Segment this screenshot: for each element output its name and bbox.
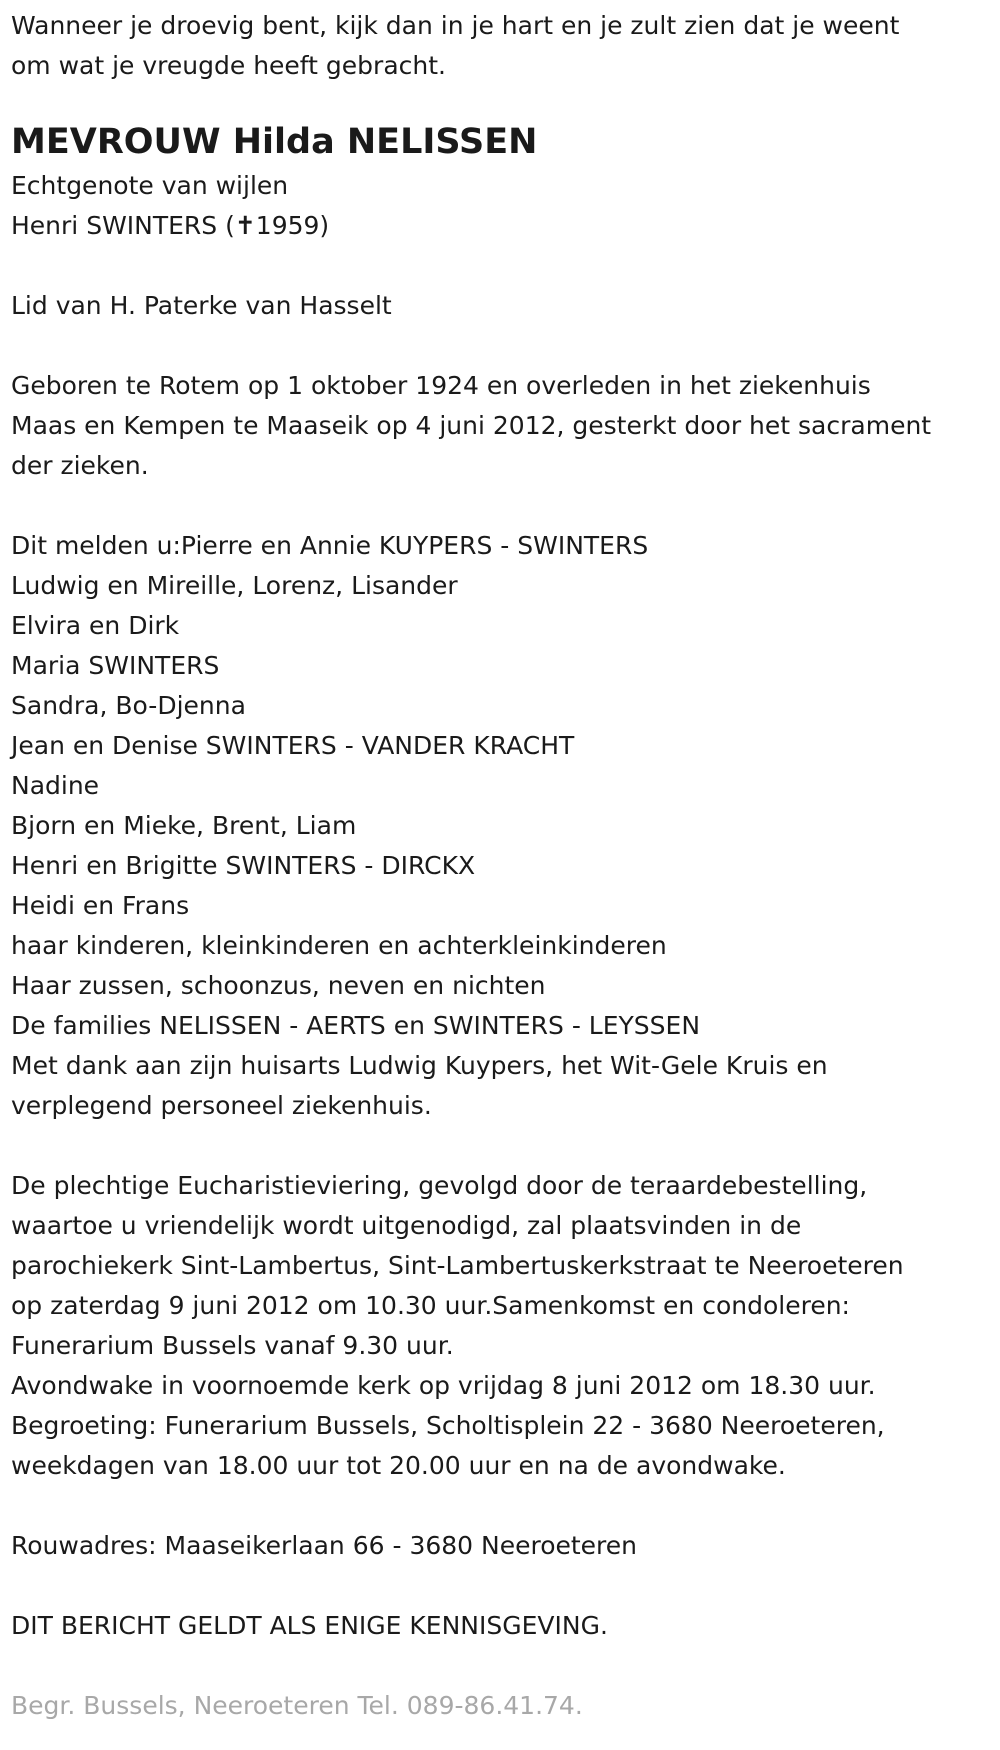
mourning-address: Rouwadres: Maaseikerlaan 66 - 3680 Neeroeteren	[11, 1531, 638, 1560]
ceremony-line: weekdagen van 18.00 uur tot 20.00 uur en na de avondwake.	[11, 1451, 786, 1480]
spacer	[11, 1566, 991, 1606]
spouse-info	[11, 166, 991, 246]
spacer	[11, 486, 991, 526]
family-line: Elvira en Dirk	[11, 611, 180, 640]
family-list	[11, 526, 991, 1126]
spouse-line: Henri SWINTERS (✝1959)	[11, 211, 330, 240]
intro-quote	[11, 6, 991, 86]
ceremony-info	[11, 1166, 991, 1486]
intro-line: Wanneer je droevig bent, kijk dan in je hart en je zult zien dat je weent	[11, 11, 900, 40]
family-line: De families NELISSEN - AERTS en SWINTERS - LEYSSEN	[11, 1011, 701, 1040]
family-line: Bjorn en Mieke, Brent, Liam	[11, 811, 357, 840]
ceremony-line: Funerarium Bussels vanaf 9.30 uur.	[11, 1331, 454, 1360]
family-line: Ludwig en Mireille, Lorenz, Lisander	[11, 571, 458, 600]
ceremony-line: Begroeting: Funerarium Bussels, Scholtisplein 22 - 3680 Neeroeteren,	[11, 1411, 885, 1440]
birth-death-line: der zieken.	[11, 451, 149, 480]
ceremony-line: op zaterdag 9 juni 2012 om 10.30 uur.Samenkomst en condoleren:	[11, 1291, 850, 1320]
family-line: Heidi en Frans	[11, 891, 190, 920]
family-line: Jean en Denise SWINTERS - VANDER KRACHT	[11, 731, 575, 760]
ceremony-line: De plechtige Eucharistieviering, gevolgd door de teraardebestelling,	[11, 1171, 868, 1200]
family-line: Nadine	[11, 771, 100, 800]
obituary-document	[11, 0, 991, 1726]
notice-line: DIT BERICHT GELDT ALS ENIGE KENNISGEVING.	[11, 1611, 608, 1640]
family-line: verplegend personeel ziekenhuis.	[11, 1091, 432, 1120]
intro-line: om wat je vreugde heeft gebracht.	[11, 51, 446, 80]
membership-line: Lid van H. Paterke van Hasselt	[11, 291, 392, 320]
ceremony-line: parochiekerk Sint-Lambertus, Sint-Lambertuskerkstraat te Neeroeteren	[11, 1251, 904, 1280]
ceremony-line: Avondwake in voornoemde kerk op vrijdag 8 juni 2012 om 18.30 uur.	[11, 1371, 876, 1400]
family-line: Haar zussen, schoonzus, neven en nichten	[11, 971, 546, 1000]
family-line: Dit melden u:Pierre en Annie KUYPERS - SWINTERS	[11, 531, 649, 560]
birth-death-line: Maas en Kempen te Maaseik op 4 juni 2012, gesterkt door het sacrament	[11, 411, 932, 440]
birth-death-info	[11, 366, 991, 486]
spacer	[11, 1646, 991, 1686]
spacer	[11, 326, 991, 366]
family-line: Maria SWINTERS	[11, 651, 220, 680]
spacer	[11, 1126, 991, 1166]
funeral-home-footer: Begr. Bussels, Neeroeteren Tel. 089-86.41.74.	[11, 1691, 583, 1720]
spacer	[11, 1486, 991, 1526]
ceremony-line: waartoe u vriendelijk wordt uitgenodigd, zal plaatsvinden in de	[11, 1211, 802, 1240]
deceased-name: MEVROUW Hilda NELISSEN	[11, 122, 538, 162]
family-line: Henri en Brigitte SWINTERS - DIRCKX	[11, 851, 476, 880]
family-line: haar kinderen, kleinkinderen en achterkleinkinderen	[11, 931, 667, 960]
spacer	[11, 246, 991, 286]
spouse-line: Echtgenote van wijlen	[11, 171, 289, 200]
birth-death-line: Geboren te Rotem op 1 oktober 1924 en overleden in het ziekenhuis	[11, 371, 871, 400]
family-line: Sandra, Bo-Djenna	[11, 691, 246, 720]
family-line: Met dank aan zijn huisarts Ludwig Kuypers, het Wit-Gele Kruis en	[11, 1051, 828, 1080]
